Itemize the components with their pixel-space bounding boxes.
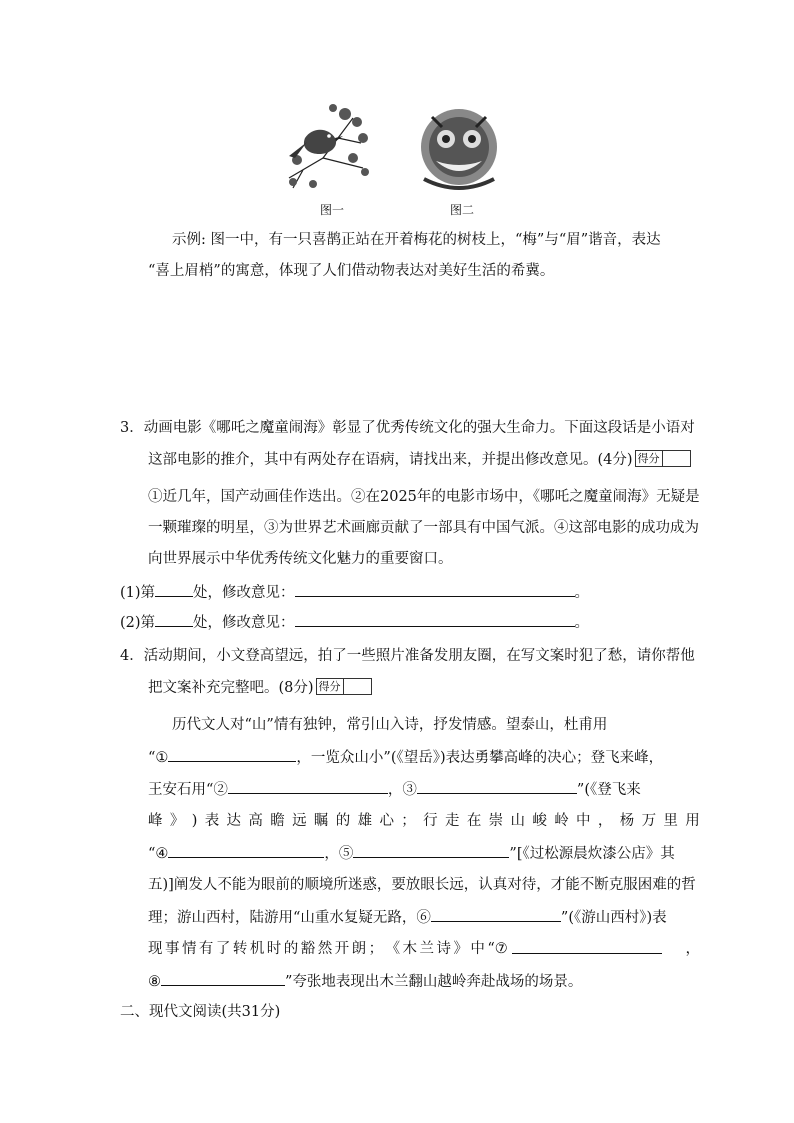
example-line-2: “喜上眉梢”的寓意，体现了人们借动物表达对美好生活的希冀。 [148,263,555,279]
q3-stem-text: 这部电影的推介，其中有两处存在语病，请找出来，并提出修改意见。(4分) [148,452,633,468]
q4-line-8-char: 事 [164,941,180,957]
q3-answer-1-end: 。 [574,585,590,601]
q4-blank-5[interactable] [353,843,509,858]
q3-answer-1-position-blank[interactable] [155,582,193,597]
q4-line-4-char: 瞩 [313,813,329,829]
q4-line-8-char: 朗 [351,941,367,957]
q4-line-8-char: “⑦ [487,941,508,957]
q4-line-4-char: 雄 [357,813,373,829]
q4-line-3 [148,779,641,800]
q4-line-2-a: “① [148,750,169,766]
q4-stem-line-1: 4．活动期间，小文登高望远，拍了一些照片准备发朋友圈，在写文案时犯了愁，请你帮他 [120,648,695,664]
q4-line-8-char: 了 [215,941,231,957]
q4-line-8 [148,939,700,959]
q4-blank-6[interactable] [431,907,561,922]
q4-line-9 [148,971,582,992]
q4-line-9-a: ⑧ [148,974,161,990]
q4-stem-line-2 [148,678,372,698]
magpie-plum-illustration [283,98,371,194]
q3-stem-line-1: 3．动画电影《哪吒之魔童闹海》彰显了优秀传统文化的强大生命力。下面这段话是小语对 [120,420,695,436]
q3-score-label: 得分 [636,451,663,466]
q4-line-8-text [148,939,508,959]
q4-line-8-char: 机 [249,941,265,957]
q4-line-8-char: 开 [334,941,350,957]
q4-line-5-c: ”[《过松源晨炊漆公店》其 [509,846,675,862]
q4-line-4-char: 表 [204,813,220,829]
q3-answer-1 [120,582,589,603]
q4-line-4-char: 瞻 [270,813,285,829]
q4-blank-2[interactable] [228,779,388,794]
q4-line-4-char: 崇 [488,813,504,829]
q4-line-3-a: 王安石用“② [148,782,228,798]
q4-line-4-char: 》 [169,813,185,829]
q4-line-8-char: 诗 [436,941,451,957]
q4-line-8-char: ； [368,941,384,957]
q4-line-8-char: 兰 [419,941,434,957]
q4-line-8-char: 《 [385,941,401,957]
q3-answer-1-prefix: (1)第 [120,585,156,601]
q4-line-8-char: 现 [148,941,163,957]
q3-answer-2-prefix: (2)第 [120,615,156,631]
q4-line-3-c: ”(《登飞来 [576,782,641,798]
q4-blank-3[interactable] [417,779,577,794]
q4-line-2 [148,747,663,768]
q4-line-4-char: ； [401,813,416,829]
q4-line-8-char: 豁 [300,941,316,957]
q4-line-8-char: 有 [198,941,214,957]
q4-line-8-char: 中 [470,941,485,957]
q4-score-box[interactable] [316,678,372,695]
q4-line-4-char: 高 [248,813,263,829]
q4-blank-4[interactable] [168,843,324,858]
q4-line-4-char: 峰 [148,813,163,829]
q4-blank-7[interactable] [512,939,662,954]
q4-score-label: 得分 [317,679,344,694]
q4-line-4-char: 远 [292,813,307,829]
q3-answer-2-position-blank[interactable] [155,612,193,627]
q4-line-4-char: 里 [663,813,678,829]
q3-answer-2-label: 处，修改意见： [193,615,295,631]
q4-line-8-char: 的 [283,941,299,957]
q3-answer-2-suggestion-blank[interactable] [295,612,575,627]
q4-line-7-a: 理；游山西村，陆游用“山重水复疑无路，⑥ [148,910,431,926]
q3-answer-2-end: 。 [574,615,590,631]
figure-2 [414,105,504,193]
q4-line-4-char: 杨 [619,813,635,829]
section-2-heading: 二、现代文阅读(共31分) [120,1004,281,1020]
q4-line-4-char: 万 [641,813,657,829]
q4-line-4-char: 在 [466,813,482,829]
q4-line-6: 五)]阐发人不能为眼前的顺境所迷惑，要放眼长远，认真对待，才能不断克服困难的哲 [148,877,696,893]
q4-blank-1[interactable] [168,747,296,762]
q4-line-4-char: 山 [510,813,526,829]
q4-line-4-char: 心 [379,813,394,829]
q4-line-7-b: ”(《游山西村》)表 [560,910,667,926]
q4-line-7 [148,907,667,928]
q4-line-5-b: ，⑤ [324,846,354,862]
q4-line-4-char: ) [191,813,198,829]
q4-stem-text: 把文案补充完整吧。(8分) [148,680,314,696]
q3-passage-line-3: 向世界展示中华优秀传统文化魅力的重要窗口。 [148,551,453,567]
example-line-1: 示例: 图一中，有一只喜鹊正站在开着梅花的树枝上，“梅”与“眉”谐音，表达 [172,232,661,248]
q4-line-4 [148,811,700,831]
q4-line-4-char: 达 [226,813,242,829]
q4-line-8-char: 转 [232,941,248,957]
q4-line-8-char: 木 [402,941,418,957]
q4-line-4-char: ， [597,813,613,829]
q4-line-8-char: 》 [453,941,468,957]
q4-line-8-end: ， [685,941,700,957]
q3-answer-1-suggestion-blank[interactable] [295,582,575,597]
figure-1 [283,98,371,194]
q4-line-1: 历代文人对“山”情有独钟，常引山入诗，抒发情感。望泰山，杜甫用 [172,717,608,733]
q4-line-8-char: 然 [317,941,333,957]
q4-line-4-char: 岭 [554,813,569,829]
q4-line-4-char: 的 [335,813,351,829]
q3-passage-line-2: 一颗璀璨的明星，③为世界艺术画廊贡献了一部具有中国气派。④这部电影的成功成为 [148,520,699,536]
figure-1-caption: 图一 [320,203,345,217]
figure-2-caption: 图二 [450,203,475,217]
q4-line-8-char: 情 [181,941,197,957]
q4-line-3-b: ，③ [387,782,417,798]
q4-line-4-char: 峻 [532,813,547,829]
q4-line-5 [148,843,675,864]
q4-line-4-char: 行 [423,813,438,829]
q4-line-4-char: 用 [685,813,700,829]
q3-score-box[interactable] [635,450,691,467]
q3-passage-line-1: ①近几年，国产动画佳作迭出。②在2025年的电影市场中，《哪吒之魔童闹海》无疑是 [148,489,700,505]
q4-blank-8[interactable] [161,971,285,986]
q4-line-8-char: 时 [266,941,282,957]
lion-dance-illustration [414,105,504,193]
q4-line-5-a: “④ [148,846,169,862]
q3-answer-1-label: 处，修改意见： [193,585,295,601]
q4-line-2-b: ，一览众山小”(《望岳》)表达勇攀高峰的决心；登飞来峰， [296,750,664,766]
q4-line-9-b: ”夸张地表现出木兰翻山越岭奔赴战场的场景。 [285,974,583,990]
q3-answer-2 [120,612,589,633]
q4-line-4-char: 走 [444,813,460,829]
q4-line-4-char: 中 [576,813,591,829]
q3-stem-line-2 [148,450,691,470]
